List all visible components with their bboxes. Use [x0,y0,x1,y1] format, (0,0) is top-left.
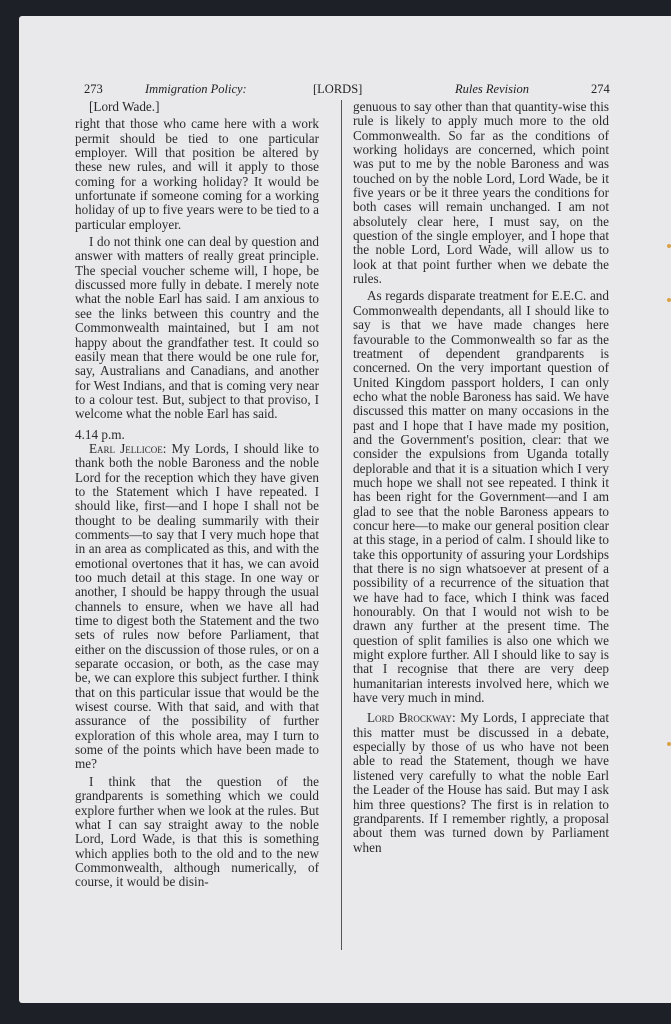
speech-paragraph [353,711,609,854]
speech-text: : My Lords, I should like to thank both the noble Baroness and the noble Lord for the reception which they have given to the Statement which I have repeated. I should like, first—and I hope I shall not be thought to be dealing summarily with their comments—to say that I very much hope that in an area as complicated as this, and with the emotional overtones that it has, we can avoid too much detail at this stage. In one way or another, I should be happy through the usual channels to ensure, when we have all had time to digest both the Statement and the two sets of rules now before Parliament, that either on the discussion of those rules, or on a separate occasion, or both, as the case may be, we can explore this subject further. I think that on this particular issue that would be the wisest course. With that said, and with that assurance of the possibility of further exploration of this whole area, may I turn to some of the points which have been made to me? [75,440,319,772]
speech-text: : My Lords, I appreciate that this matter must be discussed in a debate, especially by those of us who have not been able to read the Statement, though we have listened very carefully to what the noble Earl the Leader of the House has said. But may I ask him three questions? The first is in relation to grandparents. If I remember rightly, a proposal about them was turned down by Parliament when [353,710,609,855]
right-column [353,100,609,858]
right-page-number: 274 [591,82,610,96]
paragraph: I do not think one can deal by question and answer with matters of really great principle. The special voucher scheme will, I hope, be discussed more fully in debate. I merely note what the noble Earl has said. I am anxious to see the links between this country and the Commonwealth maintained, but I am not happy about the grandfather test. It could so easily mean that there would be one rule for, say, Australians and Canadians, and another for West Indians, and that is coming very near to a colour test. But, subject to that proviso, I welcome what the noble Earl has said. [75,234,319,422]
document-page [19,16,671,1003]
edge-mark [667,244,671,248]
page-header [19,82,671,98]
speaker-attribution: [Lord Wade.] [89,99,160,114]
speech-paragraph [75,442,319,772]
left-page-number: 273 [84,82,103,96]
timestamp: 4.14 p.m. [75,426,125,442]
right-running-title: Rules Revision [455,82,529,96]
left-running-title: Immigration Policy: [145,82,247,96]
edge-mark [667,298,671,302]
house-label: [LORDS] [313,82,363,96]
paragraph: As regards disparate treatment for E.E.C. and Commonwealth dependants, all I should like to say is that we have made changes here favourable to the Commonwealth so far as the treatment of dependent grandparents is concerned. On the very important question of United Kingdom passport holders, I can only echo what the noble Baroness has said. We have discussed this matter on many occasions in the past and I hope that I have made my position, and the Government's position, clear: that we consider the expulsions from Uganda totally deplorable and that it is a situation which I very much hope we shall not see repeated. I think it has been right for the Government—and I am glad to see that the noble Baroness appears to concur here—to make our general position clear at this stage, in a period of calm. I should like to take this opportunity of assuring your Lordships that there is no sign whatsoever at present of a possibility of a recurrence of the situation that we have had to face, which I think was faced honourably. On that I would not wish to be drawn any further at the present time. The question of split families is also one which we might explore further. All I should like to say is that I recognise that there are very deep humanitarian interests involved here, which we have very much in mind. [353,288,609,706]
edge-mark [667,742,671,746]
paragraph: genuous to say other than that quantity-wise this rule is likely to apply much more to the old Commonwealth. So far as the conditions of working holidays are concerned, which point was put to me by the noble Baroness and was touched on by the noble Lord, Lord Wade, be it five years or be it three years the conditions for both cases will remain unchanged. I am not absolutely clear here, I must say, on the question of the single employer, and I hope that the noble Lord, Lord Wade, will allow us to look at that point further when we debate the rules. [353,99,609,287]
paragraph: I think that the question of the grandparents is something which we could explore further when we look at the rules. But what I can say straight away to the noble Lord, Lord Wade, is that this is something which applies both to the old and to the new Commonwealth, although numerically, of course, it would be disin- [75,773,319,890]
paragraph: right that those who came here with a work permit should be tied to one particular employer. Will that position be altered by these new rules, and will it apply to those coming for a working holiday? It would be unfortunate if someone coming for a working holiday of up to five years were to be tied to a particular employer. [75,116,319,232]
speaker-name: Earl Jellicoe [89,440,163,456]
column-divider [341,100,342,950]
left-column [75,100,319,893]
speaker-name: Lord Brockway [367,710,453,726]
